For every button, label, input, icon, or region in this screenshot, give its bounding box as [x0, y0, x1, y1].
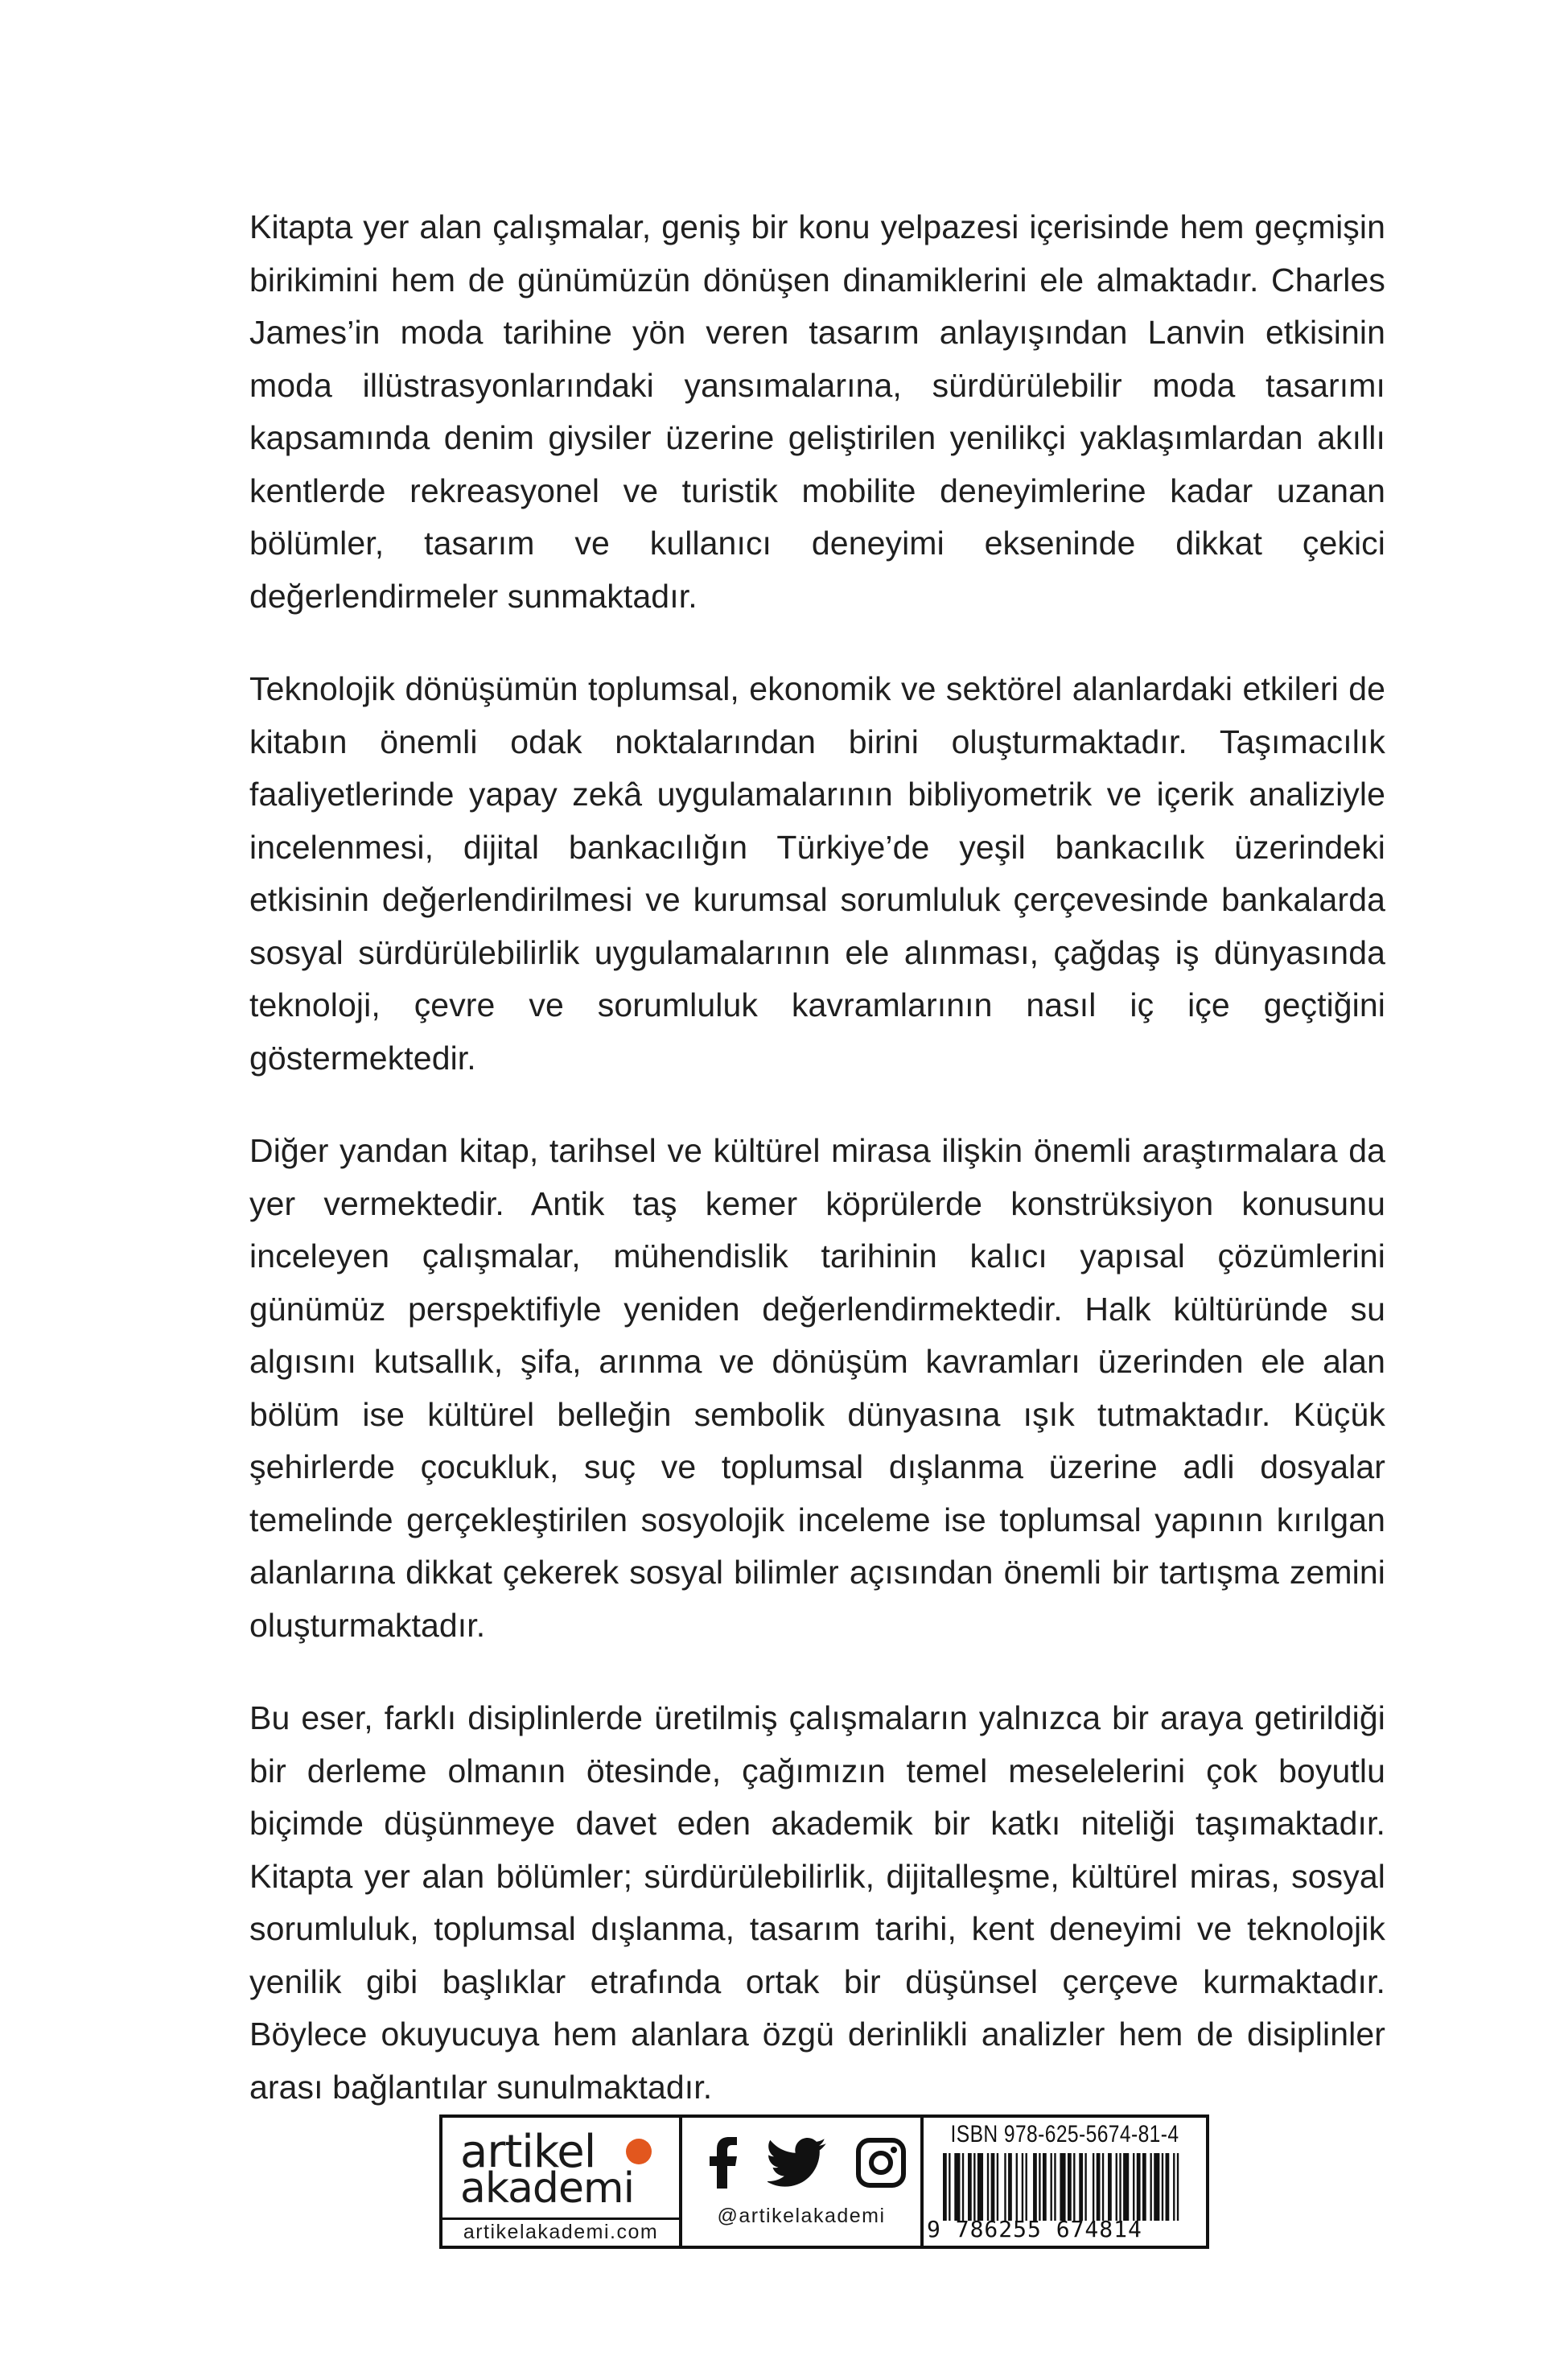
barcode-bar [1133, 2153, 1134, 2221]
back-cover-text [249, 201, 1385, 2154]
social-handle[interactable]: @artikelakademi [717, 2205, 886, 2227]
barcode-digits: 9 786255 674814 [927, 2216, 1142, 2242]
barcode-bar [1051, 2153, 1052, 2221]
barcode-bar [1162, 2153, 1163, 2221]
barcode-bar [1026, 2153, 1027, 2221]
barcode-bar [1073, 2153, 1075, 2221]
logo-accent-dot [626, 2139, 652, 2164]
isbn-barcode [943, 2153, 1183, 2221]
barcode-bar [1084, 2153, 1086, 2221]
paragraph-2: Teknolojik dönüşümün toplumsal, ekonomik ve sektörel alanlardaki etkileri de kitabın önemli odak noktalarından birini oluşturmaktadır. Taşımacılık faaliyetlerinde yapay zekâ uygulamalarının bibliyometrik ve içerik analiziyle incelenmesi, dijital bankacılığın Türkiye’de yeşil bankacılık üzerindeki etkisinin değerlendirilmesi ve kurumsal sorumluluk çerçevesinde bankalarda sosyal sürdürülebilirlik uygulamalarının ele alınması, çağdaş iş dünyasında teknoloji, çevre ve sorumluluk kavramlarının nasıl iç içe geçtiğini göstermektedir. [249, 670, 1385, 1077]
publisher-website[interactable]: artikelakademi.com [463, 2221, 659, 2243]
barcode-bar [1119, 2153, 1121, 2221]
barcode-bar [962, 2153, 964, 2221]
barcode-bar [1043, 2153, 1047, 2221]
barcode-bar [1154, 2153, 1159, 2221]
barcode-bar [997, 2153, 998, 2221]
social-icons [706, 2137, 906, 2193]
barcode-bar [1108, 2153, 1112, 2221]
isbn-block [924, 2118, 1206, 2246]
barcode-bar [1054, 2153, 1056, 2221]
isbn-number: ISBN 978-625-5674-81-4 [950, 2121, 1179, 2147]
barcode-bar [1068, 2153, 1072, 2221]
barcode-bar [1016, 2153, 1018, 2221]
barcode-bar [1079, 2153, 1083, 2221]
barcode-bar [943, 2153, 947, 2221]
barcode-bar [954, 2153, 960, 2221]
barcode-bar [1166, 2153, 1170, 2221]
publisher-logo [442, 2118, 682, 2246]
barcode-bar [1039, 2153, 1040, 2221]
barcode-bar [987, 2153, 989, 2221]
instagram-icon[interactable] [856, 2138, 906, 2192]
barcode-bar [968, 2153, 972, 2221]
barcode-bar [1116, 2153, 1117, 2221]
paragraph-1: Kitapta yer alan çalışmalar, geniş bir konu yelpazesi içerisinde hem geçmişin birikimini hem de günümüzün dönüşen dinamiklerini ele almaktadır. Charles James’in moda tarihine yön veren tasarım anlayışından Lanvin etkisinin moda illüstrasyonlarındaki yansımalarına, sürdürülebilir moda tasarımı kapsamında denim giysiler üzerine geliştirilen yenilikçi yaklaşımlardan akıllı kentlerde rekreasyonel ve turistik mobilite deneyimlerine kadar uzanan bölümler, tasarım ve kullanıcı deneyimi ekseninde dikkat çekici değerlendirmeler sunmaktadır. [249, 208, 1385, 615]
barcode-bar [1102, 2153, 1104, 2221]
logo-word-artikel: artikel [460, 2126, 596, 2178]
paragraph-4: Bu eser, farklı disiplinlerde üretilmiş çalışmaların yalnızca bir araya getirildiği bir derleme olmanın ötesinde, çağımızın temel meselelerini çok boyutlu biçimde düşünmeye davet eden akademik bir katkı niteliği taşımaktadır. Kitapta yer alan bölümler; sürdürülebilirlik, dijitalleşme, kültürel miras, sosyal sorumluluk, toplumsal dışlanma, tasarım tarihi, kent deneyimi ve teknolojik yenilik gibi başlıklar etrafında ortak bir düşünsel çerçeve kurmaktadır. Böylece okuyucuya hem alanlara özgü derinlikli analizler hem de disiplinler arası bağlantılar sunulmaktadır. [249, 1699, 1385, 2106]
social-media-block [682, 2118, 924, 2246]
barcode-bar [1177, 2153, 1179, 2221]
logo-divider [442, 2217, 679, 2220]
barcode-bar [977, 2153, 983, 2221]
barcode-bar [1060, 2153, 1065, 2221]
paragraph-3: Diğer yandan kitap, tarihsel ve kültürel mirasa ilişkin önemli araştırmalara da yer vermektedir. Antik taş kemer köprülerde konstrüksiyon konusunu inceleyen çalışmalar, mühendislik tarihinin kalıcı yapısal çözümlerini günümüz perspektifiyle yeniden değerlendirmektedir. Halk kültüründe su algısını kutsallık, şifa, arınma ve dönüşüm kavramları üzerinden ele alan bölüm ise kültürel belleğin sembolik dünyasına ışık tutmaktadır. Küçük şehirlerde çocukluk, suç ve toplumsal dışlanma üzerine adli dosyalar temelinde gerçekleştirilen sosyolojik inceleme ise toplumsal yapının kırılgan alanlarına dikkat çekerek sosyal bilimler açısından önemli bir tartışma zemini oluşturmaktadır. [249, 1132, 1385, 1644]
barcode-bar [1033, 2153, 1037, 2221]
barcode-bar [1173, 2153, 1175, 2221]
barcode-bar [973, 2153, 975, 2221]
barcode-bar [1150, 2153, 1151, 2221]
barcode-bar [1093, 2153, 1094, 2221]
barcode-bar [991, 2153, 995, 2221]
barcode-bar [1008, 2153, 1012, 2221]
barcode-bar [1123, 2153, 1129, 2221]
logo-word-akademi: akademi [460, 2164, 635, 2213]
barcode-bar [1004, 2153, 1006, 2221]
barcode-bar [949, 2153, 950, 2221]
publisher-info-box [439, 2115, 1209, 2249]
barcode-bar [1097, 2153, 1101, 2221]
barcode-bar [1022, 2153, 1023, 2221]
twitter-icon[interactable] [768, 2138, 827, 2192]
barcode-bar [1142, 2153, 1146, 2221]
facebook-icon[interactable] [706, 2137, 739, 2193]
barcode-bar [1137, 2153, 1141, 2221]
